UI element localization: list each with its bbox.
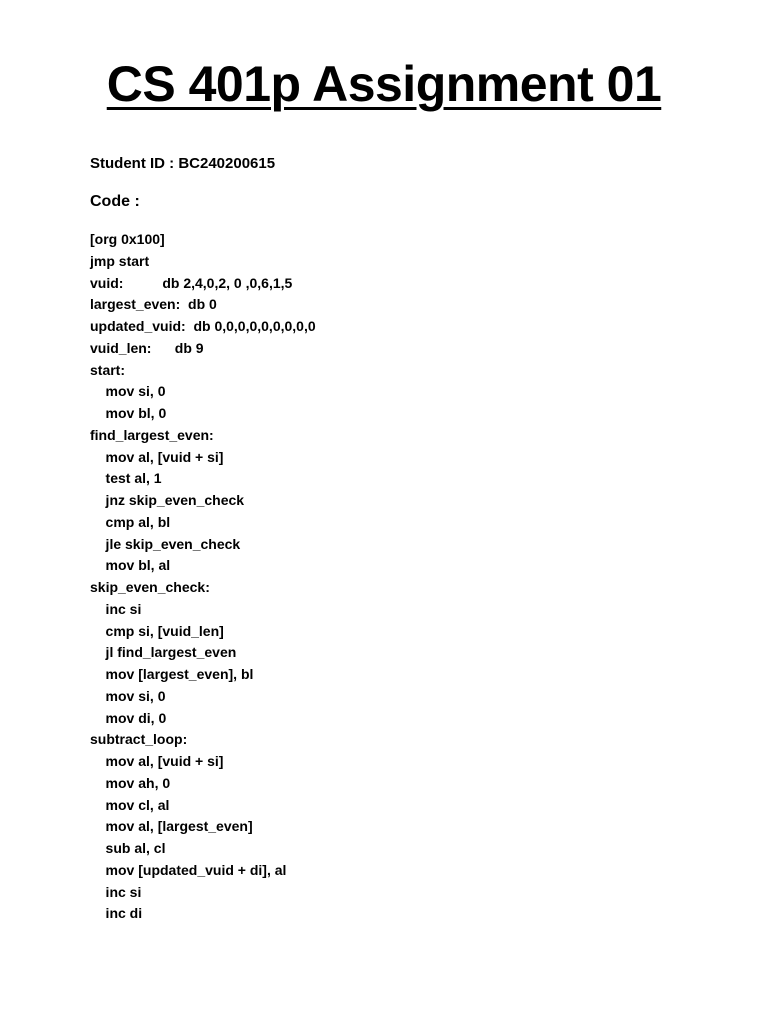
- code-line: inc si: [90, 883, 142, 900]
- code-line: updated_vuid: db 0,0,0,0,0,0,0,0,0: [90, 318, 316, 334]
- code-line: sub al, cl: [90, 840, 166, 856]
- code-line: mov di, 0: [90, 709, 167, 726]
- code-line: largest_even: db 0: [90, 296, 217, 313]
- code-line: mov si, 0: [90, 383, 166, 400]
- code-line: mov si, 0: [90, 687, 166, 704]
- code-line: vuid_len: db 9: [90, 339, 204, 356]
- code-line: jmp start: [90, 252, 150, 269]
- code-line: skip_even_check:: [90, 579, 210, 595]
- code-line: mov ah, 0: [90, 774, 171, 791]
- document-title-text: CS 401p Assignment 01: [106, 56, 662, 112]
- code-label: Code :: [90, 193, 140, 210]
- code-line: inc si: [90, 600, 142, 617]
- code-block: [90, 229, 316, 925]
- code-line: [org 0x100]: [90, 231, 165, 247]
- code-line: subtract_loop:: [90, 731, 188, 748]
- code-line: jl find_largest_even: [90, 644, 237, 661]
- student-id: Student ID : BC240200615: [90, 155, 276, 172]
- code-line: find_largest_even:: [90, 426, 214, 443]
- code-line: jle skip_even_check: [90, 535, 241, 552]
- code-line: test al, 1: [90, 470, 162, 487]
- document-title: [0, 52, 768, 116]
- code-line: jnz skip_even_check: [90, 492, 245, 508]
- code-line: cmp al, bl: [90, 513, 171, 530]
- code-line: vuid: db 2,4,0,2, 0 ,0,6,1,5: [90, 274, 293, 291]
- code-line: inc di: [90, 905, 143, 922]
- code-line: mov bl, 0: [90, 405, 167, 421]
- code-line: mov al, [vuid + si]: [90, 753, 224, 769]
- code-line: mov cl, al: [90, 796, 170, 813]
- code-line: mov al, [largest_even]: [90, 818, 253, 835]
- code-line: mov al, [vuid + si]: [90, 448, 224, 465]
- code-line: mov [largest_even], bl: [90, 666, 254, 682]
- code-line: mov [updated_vuid + di], al: [90, 861, 287, 878]
- code-line: cmp si, [vuid_len]: [90, 622, 224, 639]
- code-line: start:: [90, 361, 126, 378]
- code-line: mov bl, al: [90, 557, 171, 574]
